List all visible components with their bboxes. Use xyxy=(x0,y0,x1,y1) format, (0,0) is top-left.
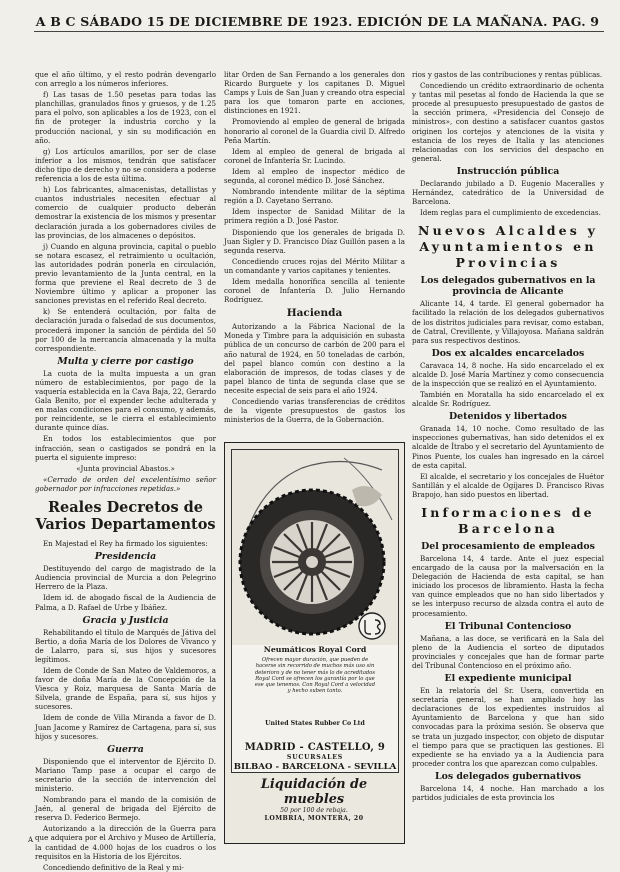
paragraph: Disponiendo que los generales de brigada D. Juan Sigler y D. Francisco Díaz Guillón pasen a la segunda reserva. xyxy=(224,227,405,255)
column-3 xyxy=(412,70,604,804)
ad2-subtitle: 50 por 100 de rebaja. xyxy=(280,807,348,814)
paragraph: Nombrando intendente militar de la séptima región a D. Cayetano Serrano. xyxy=(224,187,405,206)
paragraph: La cuota de la multa impuesta a un gran número de establecimientos, por pago de la vaquería establecida en la Cava Baja, 22, Gerardo Gala Benito, por el expender leche adulterada y en malas condiciones para el consumo, y además, por reincidente, se le cierra el establecimiento durante quince días. xyxy=(35,368,216,433)
paragraph: Idem reglas para el cumplimiento de excedencias. xyxy=(420,208,601,218)
paragraph: que el año último, y el resto podrán devengarlo con arreglo a los números inferiores. xyxy=(35,70,216,89)
paragraph: Destituyendo del cargo de magistrado de la Audiencia provincial de Murcia a don Pelegrino Herrero de la Plaza. xyxy=(35,564,216,592)
paragraph: Concediendo definitivo de la Real y mi- xyxy=(43,862,184,872)
heading-instruccion-publica: Instrucción pública xyxy=(456,165,560,177)
heading-informaciones-barcelona: Informaciones de Barcelona xyxy=(421,505,595,536)
page-footer-mark: A xyxy=(28,836,34,844)
paragraph: «Cerrado de orden del excelentísimo señor gobernador por infracciones repetidas.» xyxy=(35,474,216,493)
paragraph: El alcalde, el secretario y los concejales de Huétor Santillán y el alcalde de Ogíjares D. Francisco Rivas Brapojo, han sido puestos en libertad. xyxy=(412,471,604,499)
ad2-title: Liquidación de muebles xyxy=(260,777,368,807)
column-1 xyxy=(35,70,216,872)
heading-tribunal: El Tribunal Contencioso xyxy=(444,620,572,632)
paragraph: Disponiendo que el interventor de Ejército D. Mariano Tamp pase a ocupar el cargo de secretario de la sección de intervención del ministerio. xyxy=(35,756,216,793)
heading-guerra: Guerra xyxy=(107,743,144,755)
paragraph: En Majestad el Rey ha firmado los siguientes: xyxy=(43,539,208,549)
paragraph: Idem id. de abogado fiscal de la Audiencia de Palma, a D. Rafael de Urbe y Ibáñez. xyxy=(35,593,216,612)
paragraph: h) Los fabricantes, almacenistas, detallistas y cuantos industriales necesiten efectuar al comercio de cualquier producto deberán demostrar la existencia de los mismos y presentar declaración jurada a los gobernadores civiles de las provincias, de los almacenes o depósitos. xyxy=(35,185,216,240)
heading-gracia-justicia: Gracia y Justicia xyxy=(82,614,169,626)
paragraph: Idem medalla honorífica sencilla al teniente coronel de Infantería D. Julio Hernando Rodríguez. xyxy=(224,276,405,305)
paragraph: rios y gastos de las contribuciones y rentas públicas. xyxy=(412,70,603,79)
paragraph: Barcelona 14, 4 noche. Han marchado a los partidos judiciales de esta provincia los xyxy=(412,783,604,802)
paragraph: Declarando jubilado a D. Eugenio Maceralles y Hernández, catedrático de la Universidad de Barcelona. xyxy=(412,178,604,207)
ad-address: MADRID - CASTELLO, 9 xyxy=(244,742,386,753)
paragraph: Concediendo varias transferencias de créditos de la vigente presupuestos de gastos los ministerios de la Guerra, de la Gobernación. xyxy=(224,397,405,425)
paragraph: g) Los artículos amarillos, por ser de clase inferior a los mismos, tendrán que satisfacer dicho tipo de derecho y no se considera a poderse referencia a los de esta última. xyxy=(35,146,216,184)
paragraph: j) Cuando en alguna provincia, capital o pueblo se notara escasez, el retraimiento u ocultación, las autoridades podrán ponerla en circulación, previo levantamiento de la Junta central, en la forma que previene el Real decreto de 3 de Noviembre último y aplicar a proponer las sanciones previstas en el referido Real decreto. xyxy=(35,241,216,306)
paragraph: También en Moratalla ha sido encarcelado el ex alcalde Sr. Rodríguez. xyxy=(412,390,604,409)
heading-multa: Multa y cierre por castigo xyxy=(57,355,194,367)
royal-cord-advertisement xyxy=(224,442,405,844)
ad-company: United States Rubber Co Ltd xyxy=(265,720,365,727)
paragraph: Idem de Conde de San Mateo de Valdemoros, a favor de doña María de la Concepción de la Viesca y Roiz, marquesa de Santa María de Silvela, grande de España, para sí, sus hijos y sucesores. xyxy=(35,665,216,712)
paragraph: f) Las tasas de 1.50 pesetas para todas las planchillas, granulados finos y gruesos, y de 1.25 para el polvo, son aplicables a los de 1923, con el fin de proteger la industria corcho y la producción nacional, y sin su modificación en año. xyxy=(35,90,216,145)
furniture-advertisement xyxy=(231,777,397,823)
ad-frame xyxy=(231,449,399,773)
paragraph: Mañana, a las doce, se verificará en la Sala del pleno de la Audiencia el sorteo de diputados provinciales y concejales que han de formar parte del Tribunal Contencioso en el próximo año. xyxy=(412,633,604,670)
ad2-address: LOMBRIA, MONTERA, 20 xyxy=(264,815,364,822)
paragraph: Autorizando a la dirección de la Guerra para que adquiera por el Archivo y Museo de Artillería, la cantidad de 4.000 hojas de los cuadros o los requisitos en la Historia de los Ejércitos. xyxy=(35,824,216,861)
heading-expediente: El expediente municipal xyxy=(444,673,572,685)
masthead-rule xyxy=(34,31,604,32)
paragraph: Alicante 14, 4 tarde. El general gobernador ha facilitado la relación de los delegados gubernativos de los distritos judiciales para revisar, como estaban, de Catral, Crevillente, y Villajoyosa. Mañana saldrán para sus respectivos destinos. xyxy=(412,299,604,345)
ad-sucursales: SUCURSALES xyxy=(286,754,344,761)
paragraph: Concediendo un crédito extraordinario de ochenta y tantas mil pesetas al fondo de Hacienda la que se procede al presupuesto presupuestado de gastos de la sección primera, «Presidencia del Consejo de ministros», con destino a satisfacer cuantos gastos originen los cortejos y atenciones de la visita y estancia de los reyes de Italia y las atenciones relacionadas con los servicios del despacho en general. xyxy=(412,81,604,163)
paragraph: En todos los establecimientos que por infracción, sean o castigados se pondrá en la puerta el siguiente impreso: xyxy=(35,434,216,462)
paragraph: Promoviendo al empleo de general de brigada honorario al coronel de la Guardia civil D. Alfredo Peña Martín. xyxy=(224,117,405,145)
paragraph: Rehabilitando el título de Marqués de Játiva del Bertio, a doña María de los Dolores de Vivanco y de Lalarro, para sí, sus hijos y sucesores legítimos. xyxy=(35,627,216,664)
masthead: A B C SÁBADO 15 DE DICIEMBRE DE 1923. EDICIÓN DE LA MAÑANA. PAG. 9 xyxy=(35,14,600,29)
heading-ex-alcaldes: Dos ex alcaldes encarcelados xyxy=(431,347,585,359)
heading-hacienda: Hacienda xyxy=(286,307,343,320)
paragraph: Nombrando para el mando de la comisión de Jaén, al general de brigada del Ejército de reserva D. Federico Bermejo. xyxy=(35,795,216,823)
heading-nuevos-alcaldes: Nuevos Alcaldes y Ayuntamientos en Provincias xyxy=(417,223,599,271)
paragraph: «Junta provincial Abastos.» xyxy=(76,463,175,473)
paragraph: Autorizando a la Fábrica Nacional de la Moneda y Timbre para la adquisición en subasta pública de un concurso de carbón de 200 para el año natural de 1924, en 50 toneladas de carbón, del papel blanco común con destino a la elaboración de impresos, de todas clases y de papel blanco de tinta de segunda clase que se necesite especial de seis para el año 1924. xyxy=(224,322,405,395)
paragraph: Concediendo cruces rojas del Mérito Militar a un comandante y varios capitanes y tenientes. xyxy=(224,256,405,275)
ad-brand: Neumáticos Royal Cord xyxy=(263,645,367,654)
tire-illustration-icon xyxy=(232,450,398,645)
paragraph: Caravaca 14, 8 noche. Ha sido encarcelado el ex alcalde D. José María Martínez y como consecuencia de la inspección que se realizó en el Ayuntamiento. xyxy=(412,360,604,388)
ad-cities: BILBAO - BARCELONA - SEVILLA xyxy=(233,762,397,772)
paragraph: En la relatoría del Sr. Usera, convertida en secretaría general, se han ampliado hoy las declaraciones de los expedientes instruidos al Ayuntamiento de Barcelona y que han sido convocadas para la próxima sesión. Se observa que se trata un juzgado inspector, con objeto de disputar el tiempo para que se practiquen las gestiones. El expediente se ha enviado ya a la Audiencia para proceder contra los que aparezcan como culpables. xyxy=(412,686,604,768)
paragraph: Idem inspector de Sanidad Militar de la primera región a D. José Pastor. xyxy=(224,207,405,226)
heading-detenidos: Detenidos y libertados xyxy=(449,411,567,423)
column-2 xyxy=(224,70,405,426)
paragraph: Barcelona 14, 4 tarde. Ante el juez especial encargado de la causa por la malversación en la Delegación de Hacienda de esta capital, se han iniciado los procesos de libramiento. Hasta la fecha van quince empleados que no han sido libertados y se les interpuso recurso de alzada contra el auto de procesamiento. xyxy=(412,554,604,618)
paragraph: litar Orden de San Fernando a los generales don Ricardo Burguete y los capitanes D. Miguel Camps y Luis de San Juan y creando otra especial para los que tomaron parte en acciones, distinciones en 1921. xyxy=(224,70,405,116)
ad-body-text: Ofrecen mayor duración, que pueden de hacerse sin recorrido de muchos más uso sin deterioro y de no tener más lo de acreditados Royal Cord se ofrecen los garantía por lo que ese que tenemos. Con Royal Cord a velocidad y hecho suben tanto. xyxy=(254,657,376,695)
heading-delegados-gubernativos: Los delegados gubernativos xyxy=(434,770,581,782)
paragraph: Idem al empleo de general de brigada al coronel de Infantería Sr. Lucindo. xyxy=(224,146,405,165)
heading-presidencia: Presidencia xyxy=(94,551,157,563)
heading-procesamiento: Del procesamiento de empleados xyxy=(421,541,595,552)
paragraph: Idem al empleo de inspector médico de segunda, al coronel médico D. José Sánchez. xyxy=(224,166,405,186)
heading-reales-decretos: Reales Decretos de Varios Departamentos xyxy=(35,499,216,534)
paragraph: k) Se entenderá ocultación, por falta de declaración jurada o falsedad de sus documentos, procederá imponer la sanción de pérdida del 50 por 100 de la mercancía almacenada y la multa correspondiente. xyxy=(35,307,216,353)
paragraph: Granada 14, 10 noche. Como resultado de las inspecciones gubernativas, han sido detenidos el ex alcalde de Ítrabo y el secretario del Ayuntamiento de Pinos Puente, los cuales han ingresado en la cárcel de esta capital. xyxy=(412,424,604,470)
paragraph: Idem de conde de Villa Miranda a favor de D. Juan Jacome y Ramírez de Cartagena, para sí, sus hijos y sucesores. xyxy=(35,713,216,741)
heading-delegados-alicante: Los delegados gubernativos en la provincia de Alicante xyxy=(420,275,596,298)
